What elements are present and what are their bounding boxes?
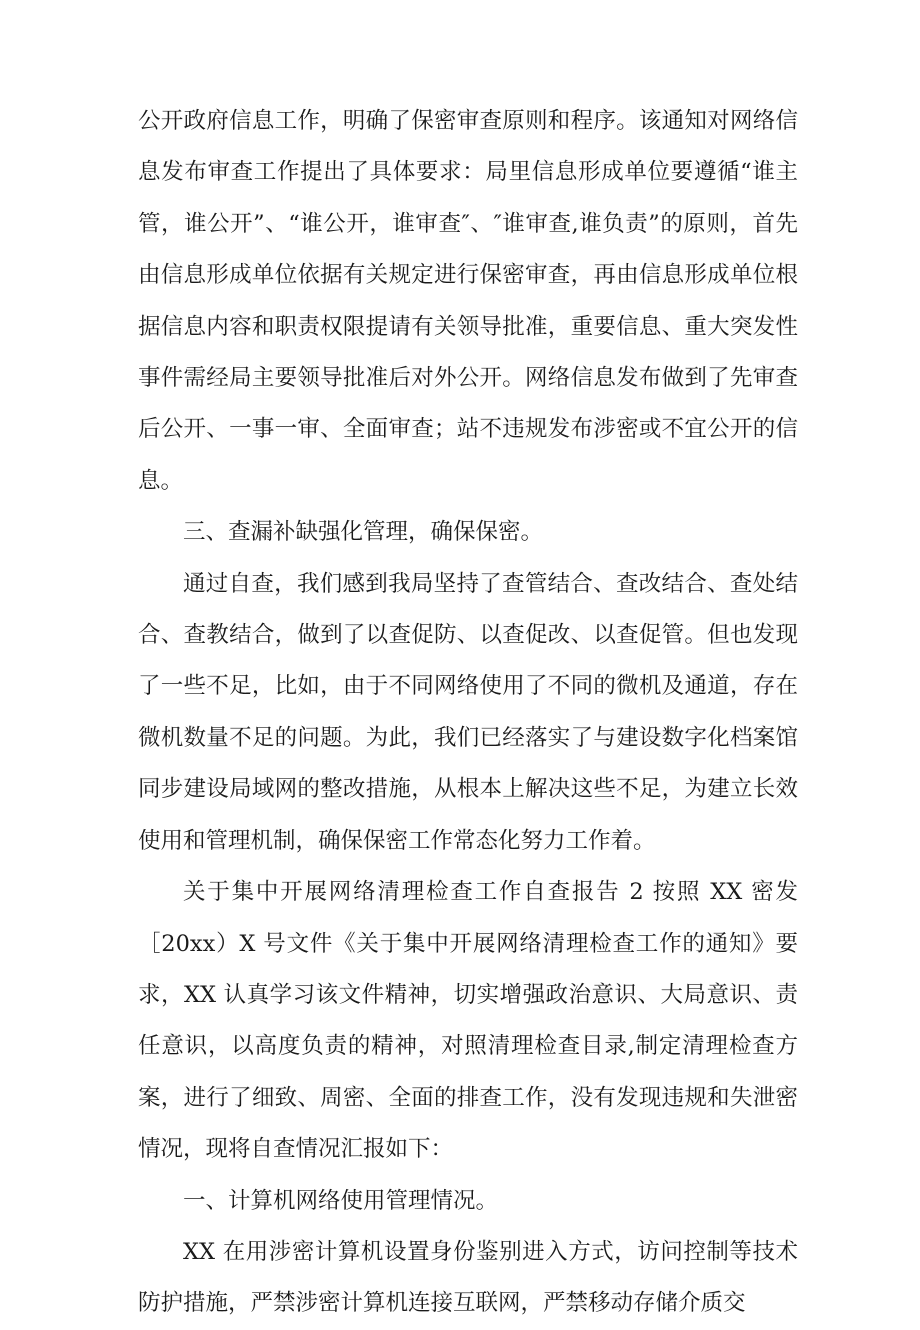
document-body <box>138 96 798 1330</box>
paragraph-computer-usage: XX 在用涉密计算机设置身份鉴别进入方式，访问控制等技术防护措施，严禁涉密计算机连接互联网，严禁移动存储介质交 <box>138 1238 798 1317</box>
paragraph-info-disclosure: 公开政府信息工作，明确了保密审查原则和程序。该通知对网络信息发布审查工作提出了具体要求：局里信息形成单位要遵循“谁主管，谁公开”、“谁公开，谁审查″、″谁审查,谁负责”的原则，首先由信息形成单位依据有关规定进行保密审查，再由信息形成单位根据信息内容和职责权限提请有关领导批准，重要信息、重大突发性事件需经局主要领导批准后对外公开。网络信息发布做到了先审查后公开、一事一审、全面审查；站不违规发布涉密或不宜公开的信息。 <box>138 108 798 494</box>
section-heading-1: 一、计算机网络使用管理情况。 <box>183 1187 499 1214</box>
paragraph-self-inspection: 通过自查，我们感到我局坚持了查管结合、查改结合、查处结合、查教结合，做到了以查促防、以查促改、以查促管。但也发现了一些不足，比如，由于不同网络使用了不同的微机及通道，存在微机数量不足的问题。为此，我们已经落实了与建设数字化档案馆同步建设局域网的整改措施，从根本上解决这些不足，为建立长效使用和管理机制，确保保密工作常态化努力工作着。 <box>138 570 798 854</box>
paragraph-report-2-intro: 关于集中开展网络清理检查工作自查报告 2 按照 XX 密发［20xx）X 号文件《关于集中开展网络清理检查工作的通知》要求，XX 认真学习该文件精神，切实增强政治意识、大局意识、责任意识，以高度负责的精神，对照清理检查目录,制定清理检查方案，进行了细致、周密、全面的排查工作，没有发现违规和失泄密情况，现将自查情况汇报如下： <box>138 879 798 1163</box>
section-heading-3: 三、查漏补缺强化管理，确保保密。 <box>183 519 544 546</box>
